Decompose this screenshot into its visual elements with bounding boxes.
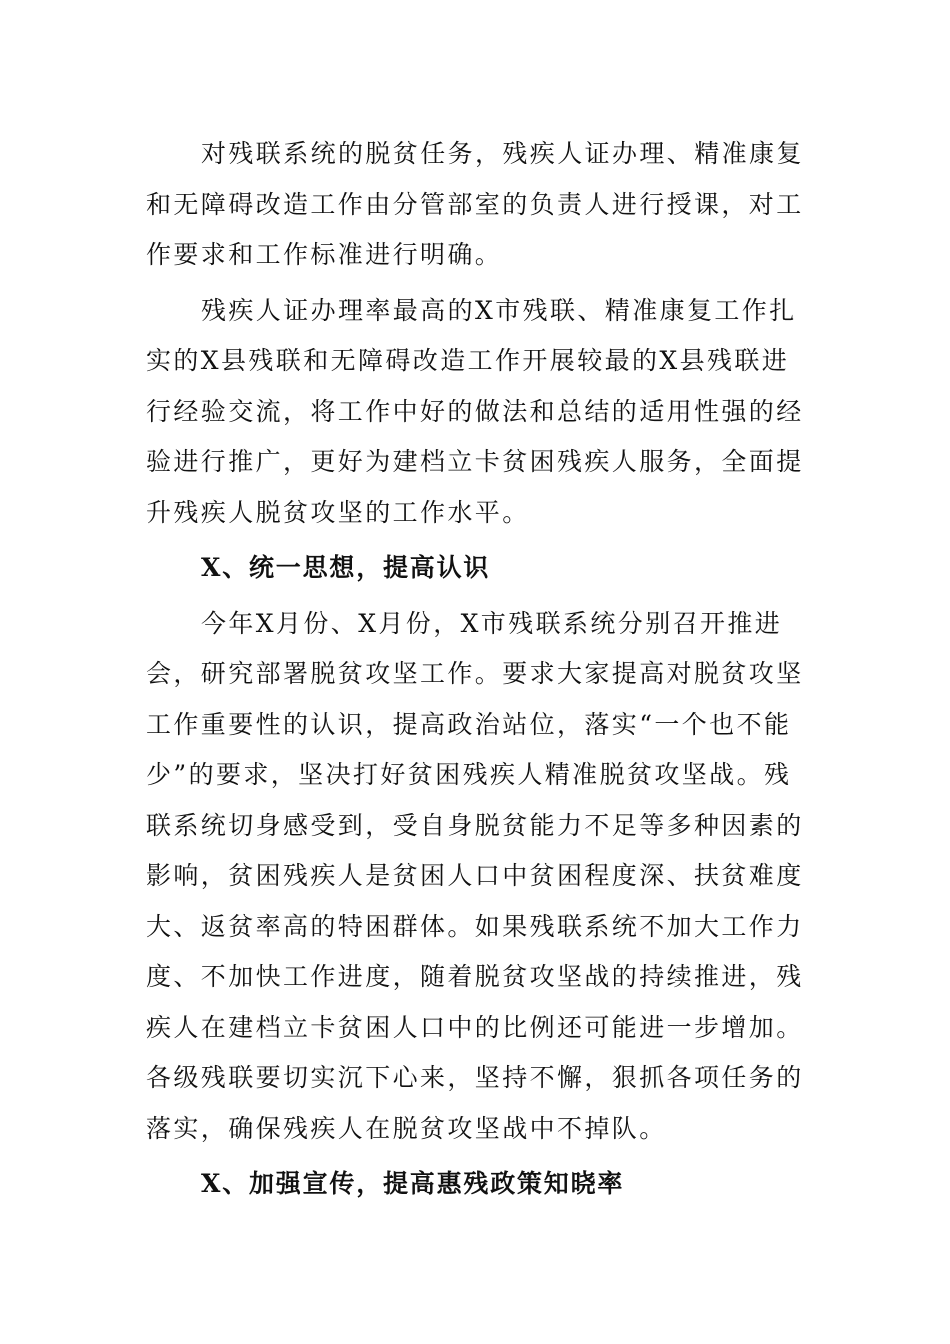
document-body <box>146 129 808 1215</box>
paragraph-experience-exchange: 残疾人证办理率最高的X市残联、精准康复工作扎实的X县残联和无障碍改造工作开展较最的X县残联进行经验交流，将工作中好的做法和总结的适用性强的经验进行推广，更好为建档立卡贫困残疾人服务，全面提升残疾人脱贫攻坚的工作水平。 <box>146 295 804 527</box>
section-heading-publicity: X、加强宣传，提高惠残政策知晓率 <box>201 1169 625 1198</box>
paragraph-promotion-meeting: 今年X月份、X月份，X市残联系统分别召开推进会，研究部署脱贫攻坚工作。要求大家提高对脱贫攻坚工作重要性的认识，提高政治站位，落实“一个也不能少”的要求，坚决打好贫困残疾人精准脱贫攻坚战。残联系统切身感受到，受自身脱贫能力不足等多种因素的影响，贫困残疾人是贫困人口中贫困程度深、扶贫难度大、返贫率高的特困群体。如果残联系统不加大工作力度、不加快工作进度，随着脱贫攻坚战的持续推进，残疾人在建档立卡贫困人口中的比例还可能进一步增加。各级残联要切实沉下心来，坚持不懈，狠抓各项任务的落实，确保残疾人在脱贫攻坚战中不掉队。 <box>146 608 804 1143</box>
paragraph-training: 对残联系统的脱贫任务，残疾人证办理、精准康复和无障碍改造工作由分管部室的负责人进行授课，对工作要求和工作标准进行明确。 <box>146 139 804 269</box>
section-heading-unify-thinking: X、统一思想，提高认识 <box>201 553 491 582</box>
